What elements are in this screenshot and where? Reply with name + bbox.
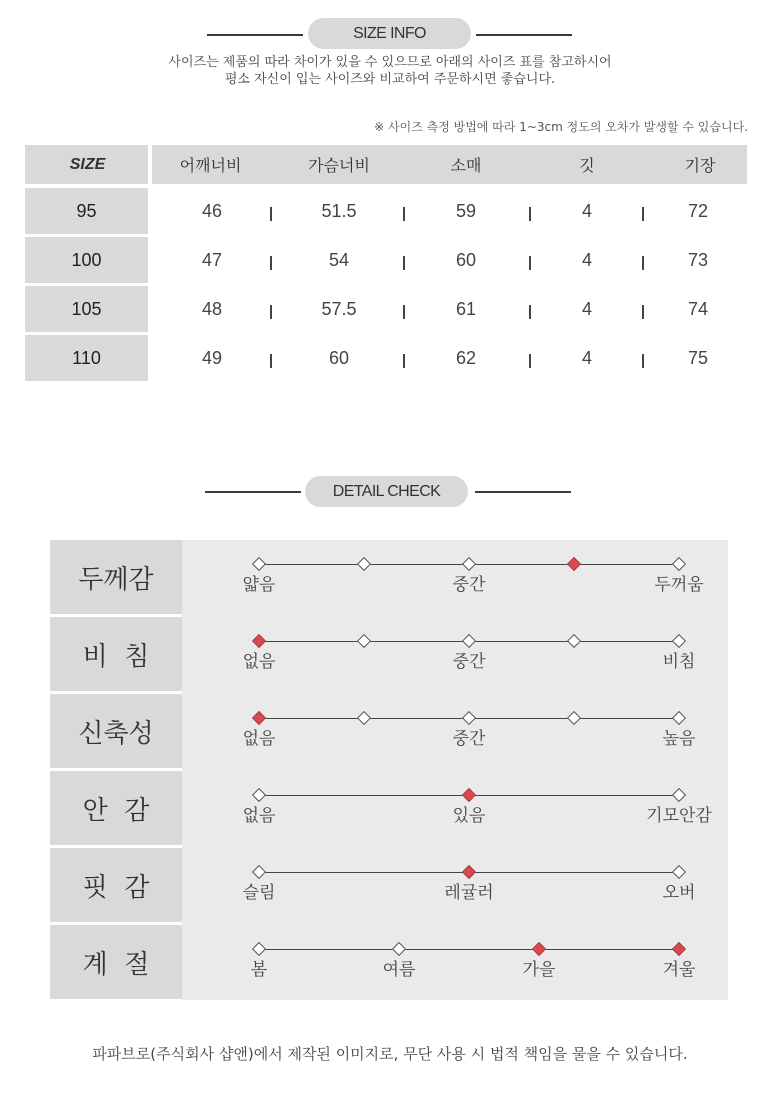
scale-marker [252, 865, 266, 879]
shoulder-value: 46 [201, 200, 223, 221]
row-divider [50, 999, 182, 1002]
scale-label: 레귤러 [444, 883, 494, 903]
scale-marker [672, 557, 686, 571]
size-intro [0, 54, 780, 88]
shoulder-value: 47 [201, 249, 223, 270]
scale-label: 없음 [242, 729, 276, 749]
scale-marker [672, 634, 686, 648]
scale-label: 중간 [452, 652, 486, 672]
column-divider [529, 354, 531, 368]
scale-label: 여름 [382, 960, 416, 980]
column-divider [403, 207, 405, 221]
scale-marker [567, 634, 581, 648]
scale-marker-selected [462, 865, 476, 879]
size-intro-line2: 평소 자신이 입는 사이즈와 비교하여 주문하시면 좋습니다. [224, 72, 556, 87]
scale-marker [392, 942, 406, 956]
collar-value: 4 [581, 200, 592, 221]
shoulder-value: 49 [201, 347, 223, 368]
chest-value: 51.5 [321, 200, 357, 221]
detail-row-lining [50, 771, 728, 848]
detail-label: 비 침 [50, 617, 182, 691]
scale-marker [252, 557, 266, 571]
column-divider [529, 305, 531, 319]
scale-marker [357, 557, 371, 571]
detail-check-heading: DETAIL CHECK [305, 476, 468, 507]
size-label: 100 [25, 237, 148, 283]
copyright-notice: 파파브로(주식회사 샵앤)에서 제작된 이미지로, 무단 사용 시 법적 책임을 물을 수 있습니다. [92, 1045, 688, 1063]
size-info-heading: SIZE INFO [308, 18, 471, 49]
scale-marker [462, 711, 476, 725]
scale-label: 겨울 [662, 960, 696, 980]
scale-label: 가을 [522, 960, 556, 980]
scale-label: 있음 [452, 806, 486, 826]
scale-marker-selected [672, 942, 686, 956]
detail-check-heading-line-right [475, 491, 571, 493]
sleeve-value: 59 [455, 200, 477, 221]
scale-label: 없음 [242, 652, 276, 672]
size-row [25, 188, 747, 234]
shoulder-value: 48 [201, 298, 223, 319]
scale-label: 두꺼움 [654, 575, 704, 595]
size-intro-line1: 사이즈는 제품의 따라 차이가 있을 수 있으므로 아래의 사이즈 표를 참고하시어 [168, 55, 612, 70]
detail-label: 안 감 [50, 771, 182, 845]
column-header-sleeve: 소매 [450, 156, 482, 175]
scale-marker-selected [252, 634, 266, 648]
scale-marker [357, 634, 371, 648]
scale-marker-selected [252, 711, 266, 725]
detail-row-fit [50, 848, 728, 925]
scale-label: 봄 [250, 960, 268, 980]
scale-marker [252, 942, 266, 956]
collar-value: 4 [581, 249, 592, 270]
size-label: 105 [25, 286, 148, 332]
collar-value: 4 [581, 298, 592, 319]
scale-marker [357, 711, 371, 725]
scale-label: 기모안감 [646, 806, 712, 826]
column-divider [529, 207, 531, 221]
length-value: 73 [687, 249, 709, 270]
scale-marker-selected [532, 942, 546, 956]
column-divider [642, 354, 644, 368]
column-divider [642, 207, 644, 221]
scale-label: 중간 [452, 729, 486, 749]
sleeve-value: 62 [455, 347, 477, 368]
scale-label: 높음 [662, 729, 696, 749]
detail-row-stretch [50, 694, 728, 771]
detail-check-panel [50, 540, 728, 1000]
column-header-chest: 가슴너비 [308, 156, 370, 175]
scale-label: 오버 [662, 883, 696, 903]
column-divider [403, 305, 405, 319]
scale-marker-selected [567, 557, 581, 571]
column-divider [270, 305, 272, 319]
collar-value: 4 [581, 347, 592, 368]
column-divider [403, 256, 405, 270]
chest-value: 60 [328, 347, 350, 368]
detail-label: 핏 감 [50, 848, 182, 922]
length-value: 74 [687, 298, 709, 319]
scale-marker [252, 788, 266, 802]
column-header-shoulder: 어깨너비 [179, 156, 242, 175]
column-divider [642, 305, 644, 319]
scale-label: 중간 [452, 575, 486, 595]
scale-marker [672, 711, 686, 725]
column-divider [529, 256, 531, 270]
column-header-size: SIZE [69, 155, 106, 173]
size-label: 95 [25, 188, 148, 234]
scale-marker [672, 865, 686, 879]
detail-row-sheerness [50, 617, 728, 694]
detail-label: 계 절 [50, 925, 182, 999]
column-divider [270, 354, 272, 368]
size-info-heading-line-left [207, 34, 303, 36]
scale-marker [462, 634, 476, 648]
length-value: 75 [687, 347, 709, 368]
detail-row-season [50, 925, 728, 1002]
chest-value: 54 [328, 249, 350, 270]
size-table-header [25, 145, 747, 184]
column-divider [642, 256, 644, 270]
column-divider [403, 354, 405, 368]
scale-marker-selected [462, 788, 476, 802]
scale-label: 없음 [242, 806, 276, 826]
sleeve-value: 60 [455, 249, 477, 270]
column-divider [270, 207, 272, 221]
scale-line [259, 949, 679, 950]
scale-marker [462, 557, 476, 571]
size-row [25, 335, 747, 381]
detail-label: 두께감 [50, 540, 182, 614]
detail-check-heading-line-left [205, 491, 301, 493]
scale-label: 비침 [662, 652, 696, 672]
scale-marker [672, 788, 686, 802]
size-row [25, 286, 747, 332]
column-divider [270, 256, 272, 270]
size-label: 110 [25, 335, 148, 381]
detail-label: 신축성 [50, 694, 182, 768]
size-measurement-note: ※ 사이즈 측정 방법에 따라 1~3cm 정도의 오차가 발생할 수 있습니다. [374, 120, 748, 134]
size-info-heading-line-right [476, 34, 572, 36]
size-row [25, 237, 747, 283]
column-header-length: 기장 [684, 156, 716, 175]
column-header-collar: 깃 [579, 156, 595, 175]
scale-label: 슬림 [242, 883, 276, 903]
sleeve-value: 61 [455, 298, 477, 319]
detail-row-thickness [50, 540, 728, 617]
scale-label: 얇음 [242, 575, 276, 595]
scale-marker [567, 711, 581, 725]
length-value: 72 [687, 200, 709, 221]
chest-value: 57.5 [321, 298, 357, 319]
